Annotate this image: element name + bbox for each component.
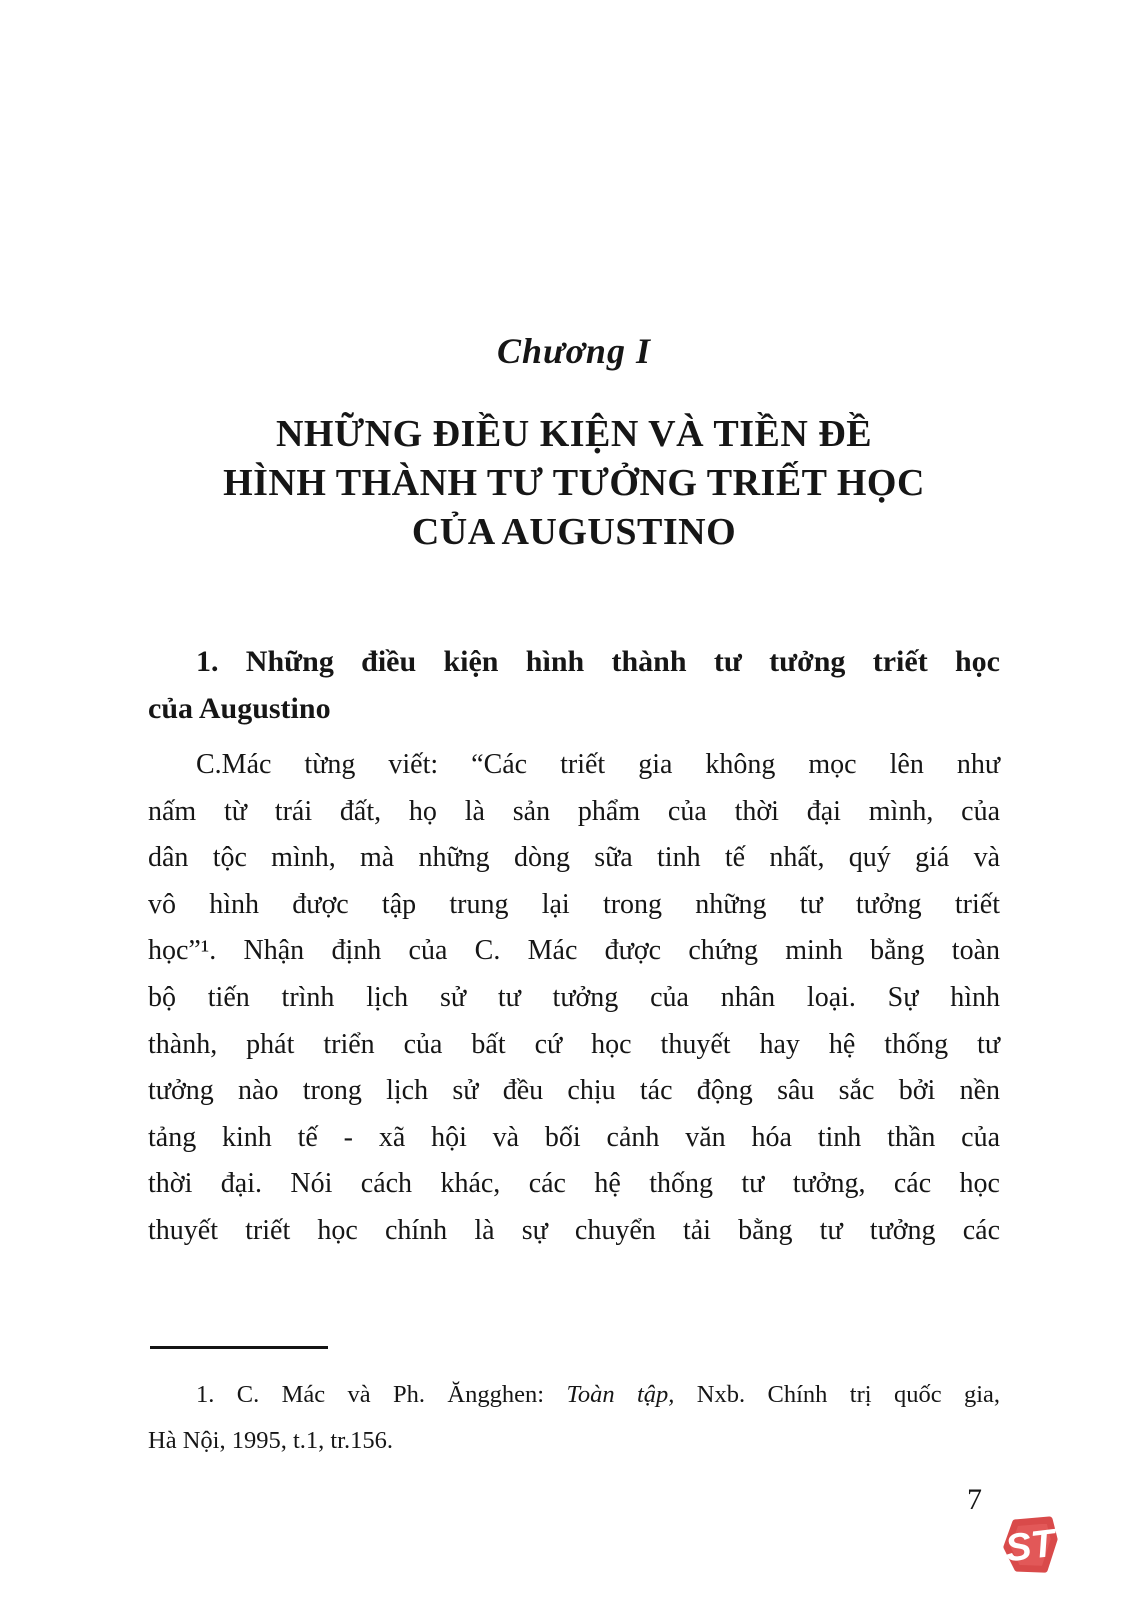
- st-publisher-logo: [1001, 1515, 1059, 1577]
- section-heading-line: 1. Những điều kiện hình thành tư tưởng triết học: [196, 645, 1000, 678]
- chapter-title: [148, 410, 1000, 557]
- section-heading-line: của Augustino: [148, 692, 331, 725]
- body-line: nấm từ trái đất, họ là sản phẩm của thời đại mình, của: [148, 795, 1000, 827]
- footnote-line: [148, 1372, 1000, 1418]
- chapter-title-line: HÌNH THÀNH TƯ TƯỞNG TRIẾT HỌC: [223, 462, 925, 504]
- footnote-separator: [150, 1346, 328, 1349]
- st-logo-icon: [1001, 1515, 1059, 1577]
- footnote-work-title: Toàn tập,: [566, 1381, 675, 1408]
- footnote-citation-start: 1. C. Mác và Ph. Ăngghen:: [196, 1381, 567, 1408]
- body-line: vô hình được tập trung lại trong những tư tưởng triết: [148, 888, 1000, 920]
- chapter-title-line: NHỮNG ĐIỀU KIỆN VÀ TIỀN ĐỀ: [275, 413, 873, 455]
- chapter-title-line: CỦA AUGUSTINO: [411, 511, 737, 553]
- body-line: bộ tiến trình lịch sử tư tưởng của nhân loại. Sự hình: [148, 981, 1000, 1013]
- chapter-kicker: Chương I: [497, 331, 651, 371]
- body-line: thời đại. Nói cách khác, các hệ thống tư tưởng, các học: [148, 1168, 1000, 1200]
- footnote-citation-end: Nxb. Chính trị quốc gia,: [674, 1381, 1001, 1408]
- page-number: 7: [967, 1483, 982, 1516]
- body-line: tưởng nào trong lịch sử đều chịu tác động sâu sắc bởi nền: [148, 1075, 1000, 1107]
- footnote: [148, 1372, 1000, 1464]
- body-line: thuyết triết học chính là sự chuyển tải bằng tư tưởng các: [148, 1214, 1000, 1246]
- section-heading: [148, 638, 1000, 732]
- body-line: C.Mác từng viết: “Các triết gia không mọc lên như: [196, 749, 1000, 780]
- body-line: học”¹. Nhận định của C. Mác được chứng minh bằng toàn: [148, 935, 1000, 967]
- body-line: thành, phát triển của bất cứ học thuyết hay hệ thống tư: [148, 1028, 1000, 1060]
- paragraph: [148, 742, 1000, 1255]
- st-logo-text: ST: [1002, 1521, 1058, 1571]
- body-line: tảng kinh tế - xã hội và bối cảnh văn hóa tinh thần của: [148, 1121, 1000, 1153]
- body-line: dân tộc mình, mà những dòng sữa tinh tế nhất, quý giá và: [148, 842, 1000, 874]
- footnote-line: Hà Nội, 1995, t.1, tr.156.: [148, 1427, 393, 1454]
